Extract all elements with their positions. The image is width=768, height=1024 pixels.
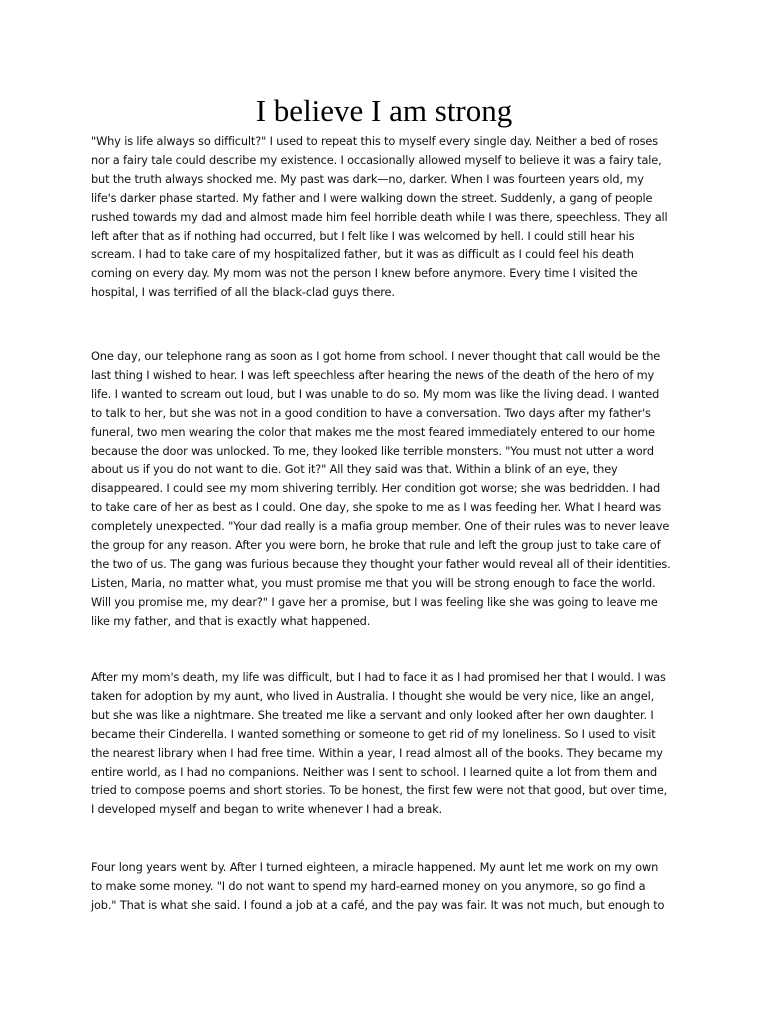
text-line: hospital, I was terrified of all the black-clad guys there. [91,285,395,300]
text-line: funeral, two men wearing the color that makes me the most feared immediately entered to our home [91,424,655,439]
text-line: scream. I had to take care of my hospitalized father, but it was as difficult as I could feel his death [91,247,634,262]
text-line: "Why is life always so difficult?" I used to repeat this to myself every single day. Neither a bed of roses [91,134,658,148]
text-line: to make some money. "I do not want to spend my hard-earned money on you anymore, so go find a [91,878,646,893]
paragraph-4 [91,858,681,915]
text-line: like my father, and that is exactly what happened. [91,613,371,628]
text-line: tried to compose poems and short stories. To be honest, the first few were not that good, but over time, [91,783,668,798]
text-line: rushed towards my dad and almost made him feel horrible death while I was there, speechless. They all [91,209,668,224]
document-title: I believe I am strong [255,93,513,128]
text-line: but the truth always shocked me. My past was dark—no, darker. When I was fourteen years old, my [91,171,644,186]
paragraph-2 [91,347,681,631]
text-line: to take care of her as best as I could. One day, she spoke to me as I was feeding her. What I heard was [91,500,662,515]
text-line: because the door was unlocked. To me, they looked like terrible monsters. "You must not utter a word [91,443,654,458]
text-line: taken for adoption by my aunt, who lived in Australia. I thought she would be very nice, like an angel, [91,688,655,703]
text-line: Four long years went by. After I turned eighteen, a miracle happened. My aunt let me work on my own [91,860,659,874]
text-line: I developed myself and began to write whenever I had a break. [91,802,443,817]
text-line: life's darker phase started. My father and I were walking down the street. Suddenly, a gang of people [91,190,653,205]
text-line: entire world, as I had no companions. Neither was I sent to school. I learned quite a lot from them and [91,764,658,779]
text-line: nor a fairy tale could describe my existence. I occasionally allowed myself to believe it was a fairy tale, [91,152,662,167]
text-line: the two of us. The gang was furious because they thought your father would reveal all of their identities. [91,556,671,571]
text-line: left after that as if nothing had occurred, but I felt like I was welcomed by hell. I could still hear his [91,228,635,243]
text-line: Listen, Maria, no matter what, you must promise me that you will be strong enough to face the world. [91,575,656,590]
text-line: coming on every day. My mom was not the person I knew before anymore. Every time I visited the [91,266,638,281]
text-line: life. I wanted to scream out loud, but I was unable to do so. My mom was like the living dead. I wanted [91,386,660,401]
text-line: completely unexpected. "Your dad really is a mafia group member. One of their rules was to never leave [91,519,670,534]
text-line: the group for any reason. After you were born, he broke that rule and left the group just to take care of [91,538,661,553]
paragraph-1 [91,132,681,302]
text-line: last thing I wished to hear. I was left speechless after hearing the news of the death of the hero of my [91,367,655,382]
text-line: job." That is what she said. I found a job at a café, and the pay was fair. It was not much, but enough to [91,897,665,912]
text-line: Will you promise me, my dear?" I gave her a promise, but I was feeling like she was going to leave me [91,594,658,609]
text-line: to talk to her, but she was not in a good condition to have a conversation. Two days after my father's [91,405,651,420]
text-line: One day, our telephone rang as soon as I got home from school. I never thought that call would be the [91,349,661,363]
text-line: but she was like a nightmare. She treated me like a servant and only looked after her own daughter. I [91,707,654,722]
text-line: disappeared. I could see my mom shivering terribly. Her condition got worse; she was bedridden. I had [91,481,661,496]
text-line: became their Cinderella. I wanted something or someone to get rid of my loneliness. So I used to visit [91,726,656,741]
text-line: the nearest library when I had free time. Within a year, I read almost all of the books. They became my [91,745,663,760]
text-line: After my mom's death, my life was difficult, but I had to face it as I had promised her that I would. I was [91,670,666,684]
paragraph-3 [91,668,681,819]
text-line: about us if you do not want to die. Got it?" All they said was that. Within a blink of an eye, they [91,462,618,477]
